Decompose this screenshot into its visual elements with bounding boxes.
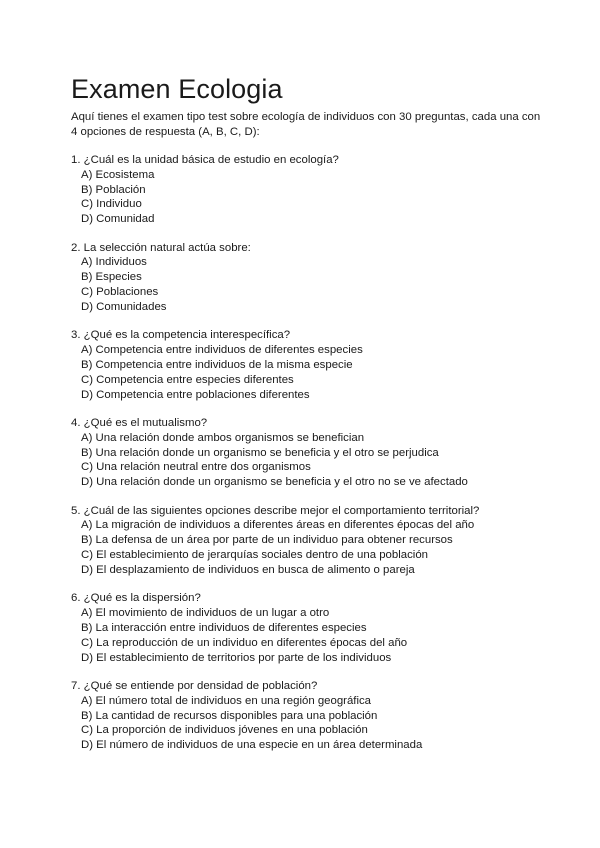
question-list (71, 153, 541, 767)
question-text: 4. ¿Qué es el mutualismo? (71, 417, 208, 430)
answer-option: B) Una relación donde un organismo se beneficia y el otro se perjudica (81, 446, 439, 459)
answer-option: A) Ecosistema (81, 168, 155, 181)
question-item (71, 153, 541, 227)
question-text: 3. ¿Qué es la competencia interespecífica? (71, 329, 291, 342)
answer-options (71, 518, 541, 577)
answer-option: B) La cantidad de recursos disponibles para una población (81, 709, 378, 722)
document-intro: Aquí tienes el examen tipo test sobre ecología de individuos con 30 preguntas, cada una con 4 opciones de respuesta (A, B, C, D): (71, 111, 541, 138)
question-text: 6. ¿Qué es la dispersión? (71, 592, 201, 605)
answer-option: B) Competencia entre individuos de la misma especie (81, 358, 353, 371)
answer-option: B) Especies (81, 271, 142, 284)
question-item (71, 504, 541, 578)
answer-option: A) La migración de individuos a diferentes áreas en diferentes épocas del año (81, 519, 475, 532)
answer-option: D) Competencia entre poblaciones diferentes (81, 388, 310, 401)
question-item (71, 679, 541, 753)
answer-options (71, 606, 541, 665)
answer-option: C) La proporción de individuos jóvenes en una población (81, 724, 368, 737)
answer-option: D) El desplazamiento de individuos en busca de alimento o pareja (81, 563, 415, 576)
answer-option: A) El movimiento de individuos de un lugar a otro (81, 607, 330, 620)
question-text: 5. ¿Cuál de las siguientes opciones describe mejor el comportamiento territorial? (71, 504, 480, 517)
answer-option: A) Individuos (81, 256, 147, 269)
answer-option: C) Competencia entre especies diferentes (81, 373, 294, 386)
answer-options (71, 255, 541, 314)
question-text: 1. ¿Cuál es la unidad básica de estudio en ecología? (71, 154, 339, 166)
answer-options (71, 694, 541, 753)
answer-option: B) La defensa de un área por parte de un individuo para obtener recursos (81, 534, 453, 547)
answer-option: D) Una relación donde un organismo se beneficia y el otro no se ve afectado (81, 476, 468, 489)
question-item (71, 416, 541, 490)
question-text: 2. La selección natural actúa sobre: (71, 241, 251, 254)
answer-option: D) El establecimiento de territorios por parte de los individuos (81, 651, 392, 664)
answer-option: A) Una relación donde ambos organismos se benefician (81, 431, 365, 444)
answer-option: C) Individuo (81, 198, 142, 211)
answer-option: B) Población (81, 183, 146, 196)
question-item (71, 591, 541, 665)
question-text: 7. ¿Qué se entiende por densidad de población? (71, 680, 318, 693)
question-item (71, 241, 541, 315)
answer-option: D) Comunidades (81, 300, 167, 313)
answer-options (71, 431, 541, 490)
answer-option: C) La reproducción de un individuo en diferentes épocas del año (81, 636, 408, 649)
answer-option: C) El establecimiento de jerarquías sociales dentro de una población (81, 549, 428, 562)
answer-option: C) Una relación neutral entre dos organismos (81, 461, 311, 474)
answer-option: B) La interacción entre individuos de diferentes especies (81, 621, 367, 634)
answer-options (71, 168, 541, 227)
answer-option: A) El número total de individuos en una región geográfica (81, 694, 372, 707)
answer-option: D) El número de individuos de una especie en un área determinada (81, 739, 423, 752)
answer-options (71, 343, 541, 402)
answer-option: A) Competencia entre individuos de diferentes especies (81, 344, 363, 357)
answer-option: C) Poblaciones (81, 286, 159, 299)
question-item (71, 328, 541, 402)
document-title: Examen Ecologia (71, 74, 283, 104)
answer-option: D) Comunidad (81, 213, 155, 226)
